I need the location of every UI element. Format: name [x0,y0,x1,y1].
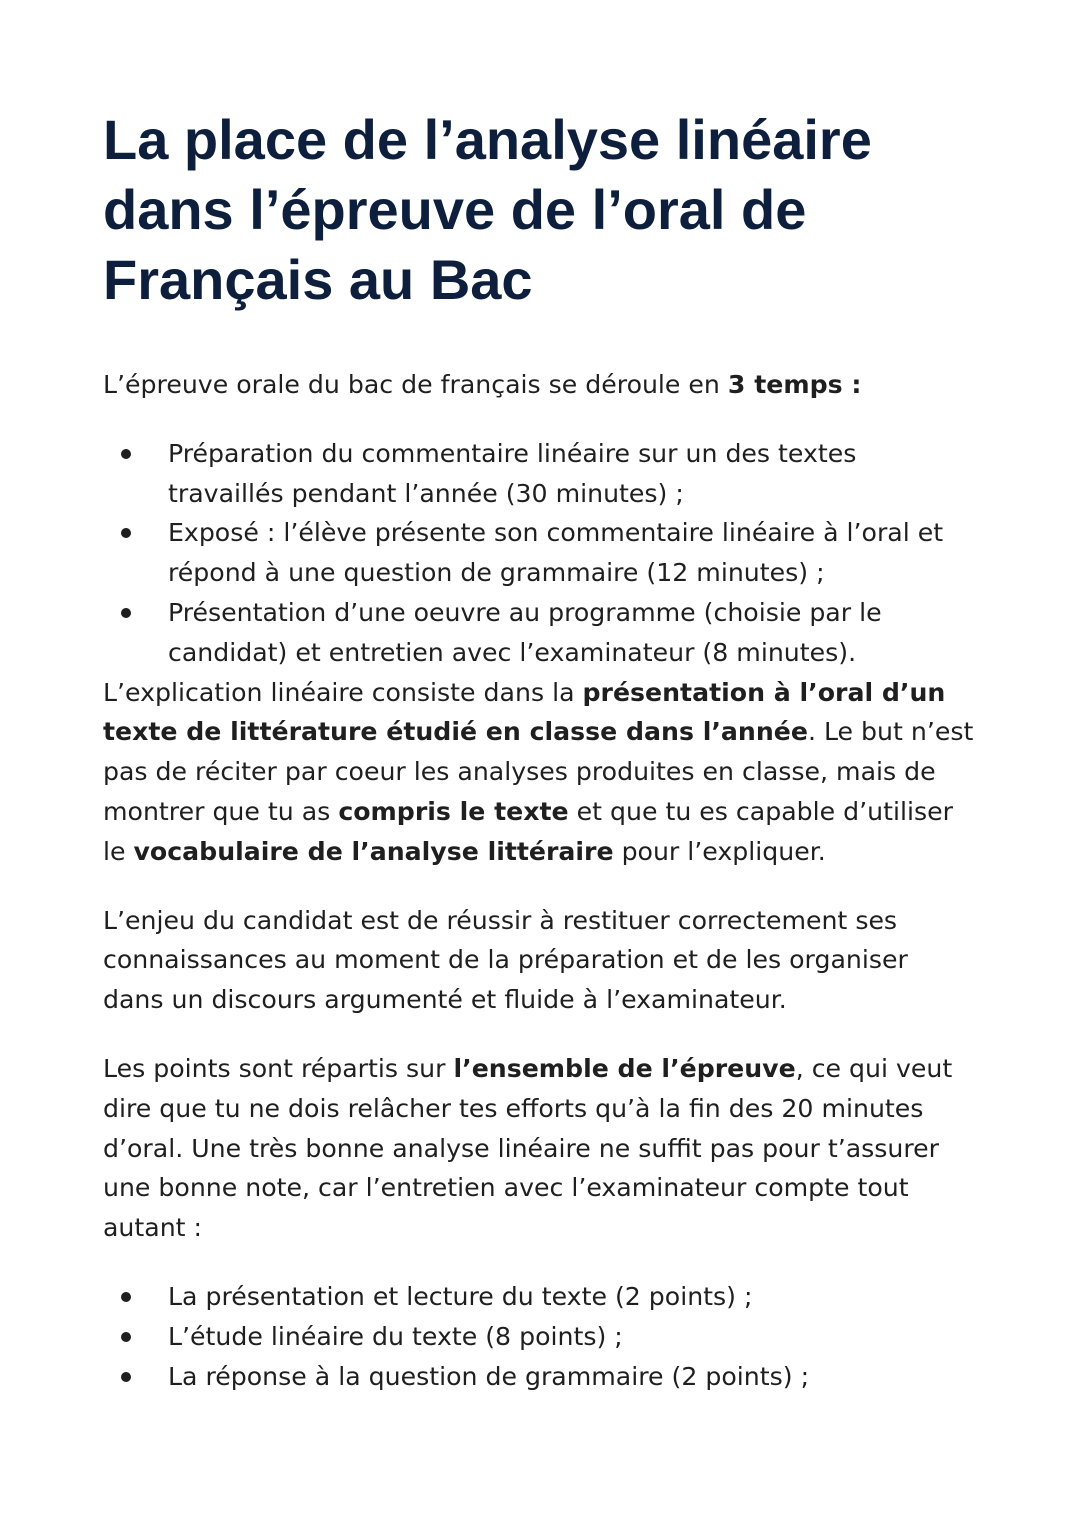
list-item-line: répond à une question de grammaire (12 minutes) ; [168,558,825,588]
bullet-icon [121,608,131,618]
paragraph-line: autant : [103,1213,203,1243]
scoring-list [103,1277,993,1396]
explication-paragraph [103,673,993,872]
text-run: , ce qui veut [795,1053,953,1083]
intro-bold: 3 temps : [727,370,862,399]
text-run: montrer que tu as [103,796,339,826]
text-run: L’explication linéaire consiste dans la [103,677,583,707]
page-title [103,105,963,315]
paragraph-line [103,1049,993,1089]
bold-run: l’ensemble de l’épreuve [453,1053,796,1083]
bold-run: texte de littérature étudié en classe dans l’année [103,717,808,747]
bold-run: compris le texte [338,796,569,826]
paragraph-line: pas de réciter par coeur les analyses produites en classe, mais de [103,757,936,787]
list-item [103,1357,993,1397]
bold-run: vocabulaire de l’analyse littéraire [133,836,614,866]
bullet-icon [121,1332,131,1342]
list-item-line: Exposé : l’élève présente son commentaire linéaire à l’oral et [168,518,944,548]
bold-run: présentation à l’oral d’un [582,677,946,707]
list-item-line: Présentation d’une oeuvre au programme (choisie par le [168,597,882,627]
text-run: pour l’expliquer. [613,836,826,866]
list-item-line: La réponse à la question de grammaire (2 points) ; [168,1361,810,1391]
page-title-line: Français au Bac [103,248,533,311]
intro-text: L’épreuve orale du bac de français se déroule en [103,370,728,399]
paragraph-line: connaissances au moment de la préparation et de les organiser [103,945,908,975]
list-item [103,1277,993,1317]
paragraph-line: dire que tu ne dois relâcher tes efforts qu’à la fin des 20 minutes [103,1093,924,1123]
list-item-line: Préparation du commentaire linéaire sur un des textes [168,438,857,468]
list-item-line: L’étude linéaire du texte (8 points) ; [168,1321,623,1351]
document-page [103,105,993,1396]
bullet-icon [121,449,131,459]
list-item-line: candidat) et entretien avec l’examinateur (8 minutes). [168,637,857,667]
paragraph-line: une bonne note, car l’entretien avec l’examinateur compte tout [103,1173,909,1203]
bullet-icon [121,1292,131,1302]
intro-paragraph [103,365,993,405]
list-item [103,593,993,673]
text-run: Les points sont répartis sur [103,1053,454,1083]
page-title-line: dans l’épreuve de l’oral de [103,178,807,241]
paragraph-line: dans un discours argumenté et fluide à l’examinateur. [103,985,787,1015]
page-title-line: La place de l’analyse linéaire [103,108,872,171]
list-item-line: La présentation et lecture du texte (2 points) ; [168,1281,753,1311]
list-item [103,434,993,514]
bullet-icon [121,1372,131,1382]
list-item [103,513,993,593]
list-item [103,1317,993,1357]
paragraph-line [103,712,993,752]
paragraph-line [103,673,993,713]
paragraph-line [103,832,993,872]
bullet-icon [121,528,131,538]
exam-steps-list [103,434,993,673]
paragraph-line: d’oral. Une très bonne analyse linéaire ne suffit pas pour t’assurer [103,1133,940,1163]
list-item-line: travaillés pendant l’année (30 minutes) ; [168,478,684,508]
text-run: le [103,836,134,866]
paragraph-line: L’enjeu du candidat est de réussir à restituer correctement ses [103,905,898,935]
paragraph-line [103,792,993,832]
text-run: et que tu es capable d’utiliser [568,796,953,826]
text-run: . Le but n’est [807,717,974,747]
enjeu-paragraph [103,901,993,1020]
points-paragraph [103,1049,993,1248]
